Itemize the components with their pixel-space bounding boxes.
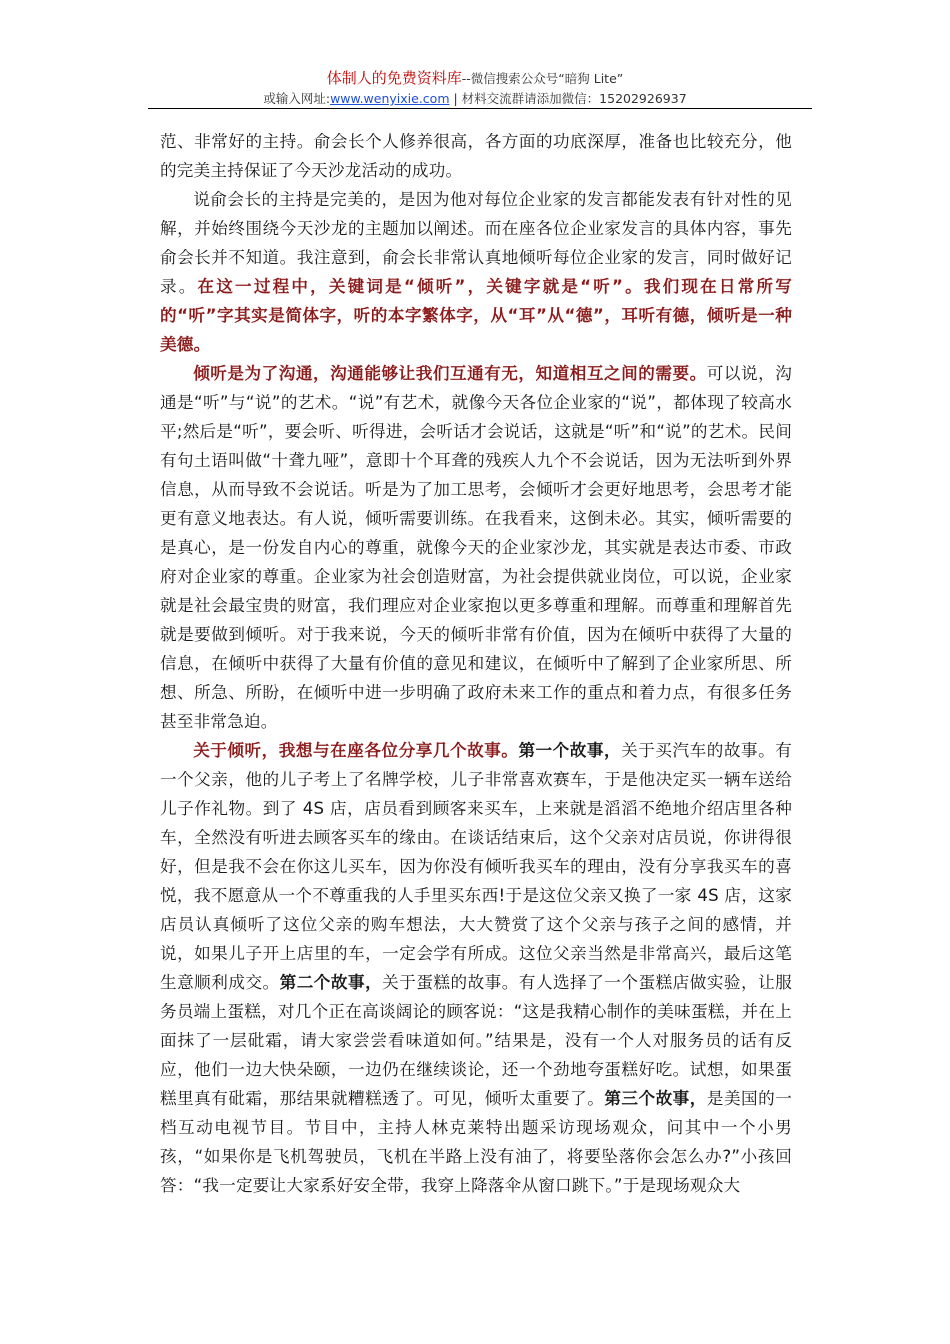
header-line-2 — [0, 89, 950, 109]
header-divider — [148, 108, 812, 109]
paragraph-1-text: 范、非常好的主持。俞会长个人修养很高，各方面的功底深厚，准备也比较充分，他的完美主持保证了今天沙龙活动的成功。 — [160, 132, 792, 180]
paragraph-4-highlight: 关于倾听，我想与在座各位分享几个故事。 — [193, 741, 519, 760]
url-prefix: 或输入网址: — [263, 91, 331, 106]
story-3-text: 是美国的一档互动电视节目。节目中，主持人林克莱特出题采访现场观众，问其中一个小男孩，“如果你是飞机驾驶员，飞机在半路上没有油了，将要坠落你会怎么办?”小孩回答：“我一定要让大家系好安全带，我穿上降落伞从窗口跳下。”于是现场观众大 — [160, 1089, 793, 1195]
contact-info: | 材料交流群请添加微信：15202926937 — [449, 91, 687, 106]
paragraph-3-text: 可以说，沟通是“听”与“说”的艺术。“说”有艺术，就像今天各位企业家的“说”，都体现了较高水平;然后是“听”，要会听、听得进，会听话才会说话，这就是“听”和“说”的艺术。民间有句土语叫做“十聋九哑”，意即十个耳聋的残疾人九个不会说话，因为无法听到外界信息，从而导致不会说话。听是为了加工思考，会倾听才会更好地思考，会思考才能更有意义地表达。有人说，倾听需要训练。在我看来，这倒未必。其实，倾听需要的是真心，是一份发自内心的尊重，就像今天的企业家沙龙，其实就是表达市委、市政府对企业家的尊重。企业家为社会创造财富，为社会提供就业岗位，可以说，企业家就是社会最宝贵的财富，我们理应对企业家抱以更多尊重和理解。而尊重和理解首先就是要做到倾听。对于我来说，今天的倾听非常有价值，因为在倾听中获得了大量的信息，在倾听中获得了大量有价值的意见和建议，在倾听中了解到了企业家所思、所想、所急、所盼，在倾听中进一步明确了政府未来工作的重点和着力点，有很多任务甚至非常急迫。 — [160, 364, 793, 731]
wechat-tagline: --微信搜索公众号“暗狗 Lite” — [461, 71, 624, 86]
document-header — [0, 68, 950, 109]
story-3-heading: 第三个故事， — [604, 1089, 707, 1108]
document-body — [160, 127, 792, 1200]
story-2-heading: 第二个故事， — [279, 973, 383, 992]
story-1-text: 关于买汽车的故事。有一个父亲，他的儿子考上了名牌学校，儿子非常喜欢赛车，于是他决定买一辆车送给儿子作礼物。到了 4S 店，店员看到顾客来买车，上来就是滔滔不绝地介绍店里各种车，全然没有听进去顾客买车的缘由。在谈话结束后，这个父亲对店员说，你讲得很好，但是我不会在你这儿买车，因为你没有倾听我买车的理由，没有分享我买车的喜悦，我不愿意从一个不尊重我的人手里买东西!于是这位父亲又换了一家 4S 店，这家店员认真倾听了这位父亲的购车想法，大大赞赏了这个父亲与孩子之间的感情，并说，如果儿子开上店里的车，一定会学有所成。这位父亲当然是非常高兴，最后这笔生意顺利成交。 — [160, 741, 793, 992]
paragraph-1 — [160, 127, 792, 185]
paragraph-2 — [160, 185, 792, 359]
paragraph-2-text: 说俞会长的主持是完美的，是因为他对每位企业家的发言都能发表有针对性的见解，并始终围绕今天沙龙的主题加以阐述。而在座各位企业家发言的具体内容，事先俞会长并不知道。我注意到，俞会长非常认真地倾听每位企业家的发言，同时做好记录。 — [160, 190, 792, 296]
paragraph-3 — [160, 359, 792, 736]
paragraph-3-highlight: 倾听是为了沟通，沟通能够让我们互通有无，知道相互之间的需要。 — [193, 364, 707, 383]
story-2-text: 关于蛋糕的故事。有人选择了一个蛋糕店做实验，让服务员端上蛋糕，对几个正在高谈阔论的顾客说：“这是我精心制作的美味蛋糕，并在上面抹了一层砒霜，请大家尝尝看味道如何。”结果是，没有一个人对服务员的话有反应，他们一边大快朵颐，一边仍在继续谈论，还一个劲地夸蛋糕好吃。试想，如果蛋糕里真有砒霜，那结果就糟糕透了。可见，倾听太重要了。 — [160, 973, 792, 1108]
website-link[interactable]: www.wenyixie.com — [330, 91, 450, 106]
header-line-1 — [0, 68, 950, 89]
paragraph-2-highlight: 在这一过程中，关键词是“倾听”，关键字就是“听”。我们现在日常所写的“听”字其实是简体字，听的本字繁体字，从“耳”从“德”，耳听有德，倾听是一种美德。 — [160, 277, 792, 354]
brand-title: 体制人的免费资料库 — [326, 69, 462, 87]
story-1-heading: 第一个故事， — [518, 741, 622, 760]
paragraph-4 — [160, 736, 792, 1200]
